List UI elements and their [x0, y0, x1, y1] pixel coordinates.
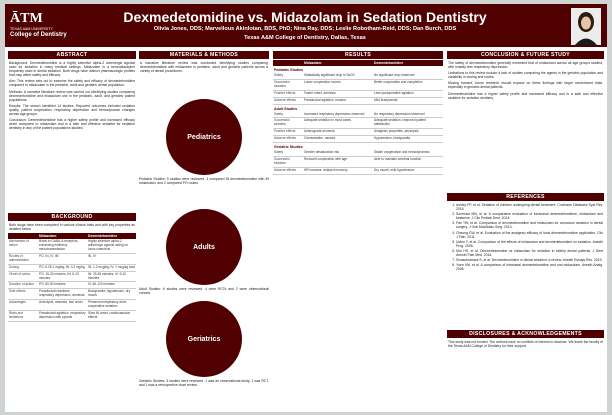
midazolam-cell: Increased respiratory depression observed — [304, 111, 365, 116]
background-row — [8, 272, 136, 283]
results-group-label: Adult Studies — [274, 106, 298, 111]
results-row — [273, 157, 443, 168]
author-photo — [571, 8, 601, 45]
results-column — [273, 51, 443, 175]
poster-authors: Olivia Jones, DDS; Marvellous Akinlotan, BDS, PhD; Nina Ray, DDS; Leslie Robotham-Reid, DDS; Dan Burch, DDS — [153, 26, 457, 32]
conclusion-summary: Dexmedetomidine has a higher safety profile and increased efficacy and is a safe and effective sedative for sedation dentistry. — [448, 91, 603, 100]
abstract-aim: Aim: This review sets out to examine the safety and efficacy of dexmedetomidine compared to midazolam in the pediatric, adult and geriatric dental population. — [9, 79, 135, 88]
midazolam-cell: Paradoxical reactions, respiratory depression, amnesia — [39, 289, 85, 298]
results-col-midazolam: Midazolam — [304, 61, 322, 65]
population-description: Pediatric Studies: 5 studies were reviewed. 3 compared IN dexmedetomidine with IN midazolam, and 2 compared PO routes. — [139, 177, 269, 186]
results-group-label: Pediatric Studies — [274, 68, 304, 72]
study-population-diagram — [139, 77, 269, 388]
row-label: Safety — [274, 150, 284, 155]
background-row — [8, 239, 136, 254]
dexmedetomidine-cell: Analgesic properties, anxiolysis — [374, 129, 419, 134]
midazolam-cell: HR increase, delayed recovery — [304, 167, 348, 172]
results-row — [273, 118, 443, 129]
population-label: Pediatrics — [187, 134, 221, 142]
row-label: Duration of action — [9, 282, 34, 287]
dexmedetomidine-cell: Dry mouth, mild hypotension — [374, 167, 415, 172]
abstract-results: Results: The search identified 14 studies. Reported outcomes included sedation quality, patient cooperation, respiratory depression and hemodynamic changes across age groups. — [9, 103, 135, 117]
reference-item: 1. Ashley PF, et al. Sedation of children undergoing dental treatment. Cochrane Database Syst Rev. 2018. — [456, 203, 603, 211]
dexmedetomidine-cell: IN: 1-2 mcg/kg; IV: 1 mcg/kg load — [88, 264, 136, 269]
population-description: Geriatric Studies: 3 studies were reviewed. 1 was an observational study, 1 was RCT, and 1 was a retrospective chart review. — [139, 379, 269, 388]
dexmedetomidine-cell: Slow IN onset, cardiovascular effects — [88, 310, 130, 319]
midazolam-cell: Anterograde amnesia — [304, 129, 335, 134]
abstract-background: Background: Dexmedetomidine is a highly selective alpha-2 adrenergic agonist used for sedation in many medical settings. Midazolam is a benzodiazepine frequently used in dental sedation. Both drugs have distinct pharmacologic profiles that may affect safety and efficacy. — [9, 61, 135, 78]
col-midazolam: Midazolam — [39, 234, 57, 239]
background-row — [8, 311, 136, 322]
midazolam-cell: Binds to GABA-A receptors, enhancing inhibitory neurotransmission — [39, 239, 79, 251]
row-label: Advantages — [9, 300, 26, 305]
background-row — [8, 282, 136, 289]
row-label: Side effects — [9, 289, 26, 294]
svg-text:ĀTM: ĀTM — [10, 11, 43, 26]
row-label: Adverse effects — [274, 97, 296, 102]
row-label: Positive effects — [274, 90, 296, 95]
midazolam-cell: Statistically significant drop in SpO2 — [304, 73, 355, 77]
reference-item: 5. Ustun Y, et al. Comparison of the effects of midazolam and dexmedetomidine on sedation. Anesth Prog. 2006. — [456, 240, 603, 248]
midazolam-cell: PO: 60-90 minutes — [39, 282, 66, 287]
midazolam-cell: Paradoxical agitation, respiratory depression with opioids — [39, 310, 86, 319]
dexmedetomidine-cell: Preserved respiratory drive, cooperative sedation — [88, 300, 128, 309]
reference-item: 8. Yuen VM, et al. A comparison of intranasal dexmedetomidine and oral midazolam. Anesth Analg. 2008. — [456, 263, 603, 271]
poster-affiliation: Texas A&M College of Dentistry, Dallas, Texas — [244, 35, 366, 41]
conclusion-text — [447, 59, 604, 193]
poster-header — [5, 4, 607, 47]
reference-item: 6. Kim HS, et al. Dexmedetomidine vs midazolam for sedation in elderly dental patients. J Dent Anesth Pain Med. 2016. — [456, 249, 603, 257]
results-row — [273, 73, 443, 80]
results-group-label: Geriatric Studies — [274, 145, 303, 150]
background-intro: Both drugs have been compared in various clinical trials and with key properties as detailed below. — [9, 223, 135, 232]
row-label: Successful sedation — [274, 156, 290, 165]
reference-item: 2. Surendar MN, et al. A comparative evaluation of intranasal dexmedetomidine, midazolam and ketamine. J Clin Pediatr Dent. 2014. — [456, 212, 603, 220]
background-row — [8, 300, 136, 311]
dexmedetomidine-cell: Better cooperation and completion — [374, 79, 423, 84]
references-heading: REFERENCES — [447, 193, 604, 201]
atm-logo-icon — [10, 9, 43, 26]
dexmedetomidine-cell: Less postoperative agitation — [374, 90, 414, 95]
dexmedetomidine-cell: Highly selective alpha-2 adrenergic agonist acting on locus coeruleus — [88, 239, 129, 251]
row-label: Safety — [274, 73, 284, 77]
results-row — [273, 150, 443, 157]
dexmedetomidine-cell: No significant drop observed — [374, 73, 415, 77]
conclusion-heading: CONCLUSION & FUTURE STUDY — [447, 51, 604, 59]
dexmedetomidine-cell: IV: 60-120 minutes — [88, 282, 115, 287]
dexmedetomidine-cell: No respiratory depression observed — [374, 111, 425, 116]
logo-university: TEXAS A&M UNIVERSITY — [10, 27, 53, 31]
midazolam-cell: PO: 15-30 minutes; IN: 5-10 minutes — [39, 271, 79, 280]
results-row — [273, 112, 443, 119]
row-label: Adverse effects — [274, 167, 296, 172]
dexmedetomidine-cell: IN, IV — [88, 253, 96, 258]
midazolam-cell: PO: 0.25-1 mg/kg; IN: 0.2 mg/kg — [39, 264, 85, 269]
conclusion-future: Moving forward, future research should expand on these findings with larger randomized trials, especially in geriatric dental patients. — [448, 81, 603, 90]
population-label: Geriatrics — [187, 336, 221, 344]
reference-item: 4. Cheung CW, et al. Evaluation of the analgesic efficacy of local dexmedetomidine application. Clin J Pain. 2011. — [456, 231, 603, 239]
disclosures-text: This study was not funded. The authors have no conflicts of interest to disclose. We thank the faculty of the Texas A&M College of Dentistry for their support. — [448, 340, 603, 349]
conclusion-safety: The safety of dexmedetomidine generally exceeded that of midazolam across all age groups studied, with notably less respiratory depression. — [448, 61, 603, 70]
midazolam-cell: Paradoxical agitation, nausea — [304, 97, 346, 102]
abstract-conclusion: Conclusion: Dexmedetomidine has a higher safety profile and increased efficacy when compared to midazolam and is a safe and effective sedative for sedation dentistry in any of the patient populations studied. — [9, 118, 135, 131]
dexmedetomidine-cell: IN: 25-45 minutes; IV: 5-10 minutes — [88, 271, 126, 280]
background-table — [8, 233, 136, 322]
midazolam-cell: Oversedation, nausea — [304, 136, 336, 141]
midazolam-cell: Faster onset, amnesia — [304, 90, 336, 95]
midazolam-cell: Adequate sedation in most cases — [304, 118, 351, 123]
row-label: Mechanism of action — [9, 239, 29, 248]
results-row — [273, 168, 443, 175]
background-heading: BACKGROUND — [8, 213, 136, 221]
midazolam-cell: PO, IN, IV, IM — [39, 253, 59, 258]
materials-intro: A narrative literature review was conducted identifying studies comparing dexmedetomidine with midazolam in pediatric, adult and geriatric patients across a variety of dental procedures. — [140, 61, 268, 74]
results-heading: RESULTS — [273, 51, 443, 59]
logo-college: College of Dentistry — [10, 32, 67, 38]
col-dexmedetomidine: Dexmedetomidine — [88, 234, 118, 239]
disclosures-heading: DISCLOSURES & ACKNOWLEDGEMENTS — [447, 330, 604, 338]
background-row — [8, 289, 136, 300]
row-label: Dosing — [9, 264, 19, 269]
background-row — [8, 254, 136, 265]
university-logo — [10, 9, 66, 43]
row-label: Successful sedation — [274, 79, 290, 88]
results-row — [273, 80, 443, 91]
midazolam-cell: Reduced cooperation with age — [304, 156, 348, 161]
row-label: Routes of administration — [9, 253, 29, 262]
materials-heading: MATERIALS & METHODS — [139, 51, 269, 59]
dexmedetomidine-cell: Stable oxygenation and hemodynamics — [374, 150, 430, 155]
dexmedetomidine-cell: Adequate sedation, improved patient satisfaction — [374, 118, 426, 127]
row-label: Adverse effects — [274, 136, 296, 141]
abstract-text — [8, 59, 136, 213]
results-row — [273, 129, 443, 136]
results-table — [273, 66, 443, 175]
results-row — [273, 98, 443, 105]
row-label: Successful sedation — [274, 118, 290, 127]
reference-item: 3. Fan TW, et al. Comparison of dexmedetomidine and midazolam for conscious sedation in dental surgery. J Oral Maxillofac Surg. 2013. — [456, 221, 603, 229]
row-label: Positive effects — [274, 129, 296, 134]
right-column — [447, 51, 604, 350]
results-row — [273, 136, 443, 143]
population-description: Adult Studies: 6 studies were reviewed. 4 were RCTs and 2 were observational cohorts. — [139, 287, 269, 296]
results-row — [273, 91, 443, 98]
dexmedetomidine-cell: Bradycardia, hypotension, dry mouth — [88, 289, 131, 298]
dexmedetomidine-cell: Hypotension, bradycardia — [374, 136, 411, 141]
results-col-dexmedetomidine: Dexmedetomidine — [374, 61, 404, 65]
left-column — [8, 51, 136, 322]
poster-title: Dexmedetomidine vs. Midazolam in Sedation Dentistry — [123, 9, 487, 25]
row-label: Risks and limitations — [9, 310, 24, 319]
portrait-image — [571, 8, 601, 45]
midazolam-cell: Greater desaturation risk — [304, 150, 340, 155]
results-table-header — [273, 60, 443, 66]
abstract-methods: Methods: A narrative literature review was carried out identifying studies comparing dexmedetomidine and midazolam use in the pediatric, adult, and geriatric patient populations. — [9, 89, 135, 102]
references-list — [447, 201, 604, 330]
middle-column — [139, 51, 269, 388]
dexmedetomidine-cell: Mild bradycardia — [374, 97, 398, 102]
conclusion-limitations: Limitations to this review include a lack of studies comparing the agents in the geriatric population and variability in dosing and routes. — [448, 71, 603, 80]
midazolam-cell: Anxiolysis, amnesia, fast onset — [39, 300, 83, 305]
poster — [5, 4, 607, 412]
abstract-heading: ABSTRACT — [8, 51, 136, 59]
background-row — [8, 265, 136, 272]
reference-item: 7. Sivasubramani S, et al. Dexmedetomidine in dental sedation: a review. Anesth Essays Res. 2019. — [456, 258, 603, 262]
midazolam-cell: Lower cooperation scores — [304, 79, 341, 84]
materials-text — [139, 59, 269, 77]
row-label: Onset of action — [9, 271, 31, 276]
row-label: Safety — [274, 111, 284, 116]
population-label: Adults — [193, 244, 215, 252]
dexmedetomidine-cell: Able to maintain cerebral function — [374, 156, 422, 161]
